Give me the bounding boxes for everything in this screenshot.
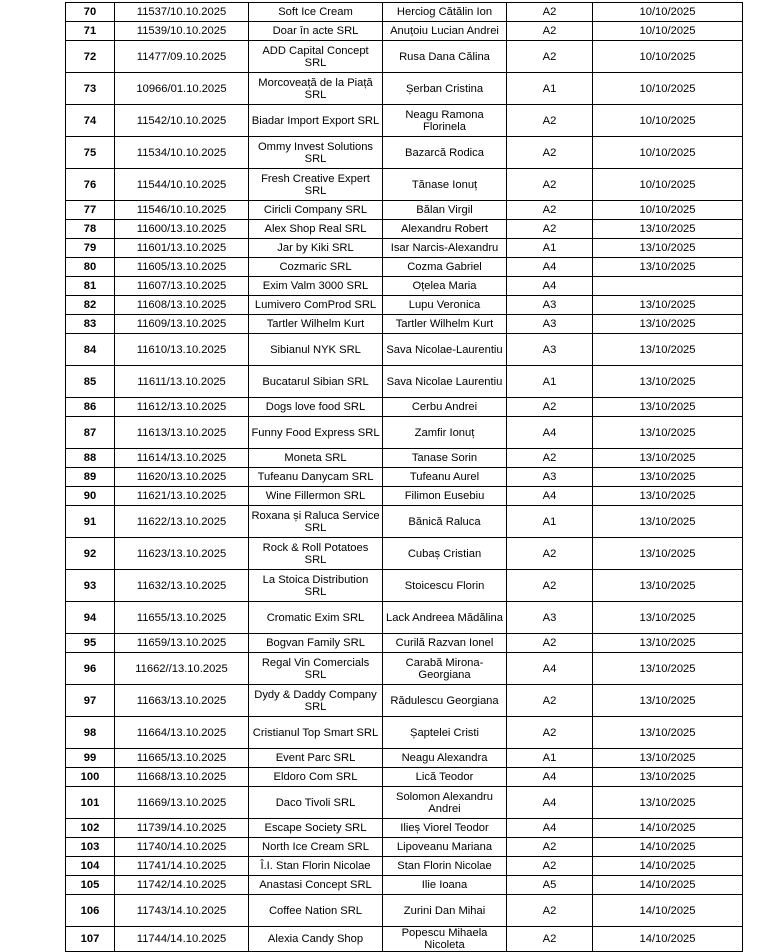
row-number-cell: 102 bbox=[66, 819, 115, 838]
company-name-cell: La Stoica Distribution SRL bbox=[249, 570, 383, 602]
representative-name-cell: Șaptelei Cristi bbox=[383, 717, 507, 749]
table-row bbox=[66, 538, 743, 570]
row-number-cell: 74 bbox=[66, 105, 115, 137]
table-row bbox=[66, 105, 743, 137]
row-number-cell: 106 bbox=[66, 895, 115, 927]
representative-name-cell: Isar Narcis-Alexandru bbox=[383, 239, 507, 258]
table-row bbox=[66, 768, 743, 787]
representative-name-cell: Bănică Raluca bbox=[383, 506, 507, 538]
company-name-cell: Coffee Nation SRL bbox=[249, 895, 383, 927]
table-row bbox=[66, 73, 743, 105]
category-cell: A1 bbox=[507, 239, 593, 258]
company-name-cell: Morcoveață de la Piață SRL bbox=[249, 73, 383, 105]
representative-name-cell: Cozma Gabriel bbox=[383, 258, 507, 277]
company-name-cell: Daco Tivoli SRL bbox=[249, 787, 383, 819]
date-cell: 13/10/2025 bbox=[593, 653, 743, 685]
row-number-cell: 79 bbox=[66, 239, 115, 258]
row-number-cell: 71 bbox=[66, 22, 115, 41]
table-row bbox=[66, 417, 743, 449]
representative-name-cell: Zamfir Ionuț bbox=[383, 417, 507, 449]
representative-name-cell: Herciog Cătălin Ion bbox=[383, 3, 507, 22]
representative-name-cell: Stoicescu Florin bbox=[383, 570, 507, 602]
registration-number-cell: 11744/14.10.2025 bbox=[115, 927, 249, 952]
category-cell: A4 bbox=[507, 487, 593, 506]
row-number-cell: 70 bbox=[66, 3, 115, 22]
row-number-cell: 101 bbox=[66, 787, 115, 819]
date-cell: 13/10/2025 bbox=[593, 315, 743, 334]
date-cell: 13/10/2025 bbox=[593, 258, 743, 277]
row-number-cell: 84 bbox=[66, 334, 115, 366]
category-cell: A2 bbox=[507, 41, 593, 73]
table-row bbox=[66, 22, 743, 41]
date-cell: 10/10/2025 bbox=[593, 105, 743, 137]
representative-name-cell: Neagu Alexandra bbox=[383, 749, 507, 768]
representative-name-cell: Cubaș Cristian bbox=[383, 538, 507, 570]
category-cell: A3 bbox=[507, 334, 593, 366]
table-row bbox=[66, 398, 743, 417]
table-row bbox=[66, 653, 743, 685]
date-cell: 13/10/2025 bbox=[593, 449, 743, 468]
table-row bbox=[66, 277, 743, 296]
company-name-cell: Cozmaric SRL bbox=[249, 258, 383, 277]
category-cell: A2 bbox=[507, 838, 593, 857]
representative-name-cell: Rădulescu Georgiana bbox=[383, 685, 507, 717]
category-cell: A2 bbox=[507, 895, 593, 927]
date-cell: 13/10/2025 bbox=[593, 538, 743, 570]
category-cell: A2 bbox=[507, 3, 593, 22]
table-row bbox=[66, 449, 743, 468]
row-number-cell: 107 bbox=[66, 927, 115, 952]
company-name-cell: Doar în acte SRL bbox=[249, 22, 383, 41]
category-cell: A4 bbox=[507, 258, 593, 277]
registration-number-cell: 11663/13.10.2025 bbox=[115, 685, 249, 717]
row-number-cell: 75 bbox=[66, 137, 115, 169]
date-cell: 13/10/2025 bbox=[593, 717, 743, 749]
company-name-cell: Roxana și Raluca Service SRL bbox=[249, 506, 383, 538]
table-row bbox=[66, 634, 743, 653]
company-name-cell: Sibianul NYK SRL bbox=[249, 334, 383, 366]
row-number-cell: 92 bbox=[66, 538, 115, 570]
company-name-cell: Regal Vin Comercials SRL bbox=[249, 653, 383, 685]
date-cell: 13/10/2025 bbox=[593, 487, 743, 506]
registration-number-cell: 11601/13.10.2025 bbox=[115, 239, 249, 258]
category-cell: A2 bbox=[507, 685, 593, 717]
table-row bbox=[66, 296, 743, 315]
date-cell: 13/10/2025 bbox=[593, 787, 743, 819]
category-cell: A3 bbox=[507, 602, 593, 634]
date-cell: 13/10/2025 bbox=[593, 220, 743, 239]
representative-name-cell: Curilă Razvan Ionel bbox=[383, 634, 507, 653]
row-number-cell: 105 bbox=[66, 876, 115, 895]
date-cell: 13/10/2025 bbox=[593, 239, 743, 258]
category-cell: A2 bbox=[507, 570, 593, 602]
date-cell: 13/10/2025 bbox=[593, 417, 743, 449]
category-cell: A2 bbox=[507, 538, 593, 570]
registration-number-cell: 10966/01.10.2025 bbox=[115, 73, 249, 105]
table-row bbox=[66, 3, 743, 22]
category-cell: A2 bbox=[507, 201, 593, 220]
registration-number-cell: 11669/13.10.2025 bbox=[115, 787, 249, 819]
table-row bbox=[66, 570, 743, 602]
row-number-cell: 76 bbox=[66, 169, 115, 201]
row-number-cell: 73 bbox=[66, 73, 115, 105]
table-row bbox=[66, 137, 743, 169]
registration-number-cell: 11664/13.10.2025 bbox=[115, 717, 249, 749]
row-number-cell: 82 bbox=[66, 296, 115, 315]
category-cell: A2 bbox=[507, 398, 593, 417]
date-cell: 14/10/2025 bbox=[593, 838, 743, 857]
category-cell: A3 bbox=[507, 296, 593, 315]
company-name-cell: Event Parc SRL bbox=[249, 749, 383, 768]
registration-number-cell: 11743/14.10.2025 bbox=[115, 895, 249, 927]
date-cell: 14/10/2025 bbox=[593, 895, 743, 927]
date-cell: 13/10/2025 bbox=[593, 749, 743, 768]
representative-name-cell: Carabă Mirona-Georgiana bbox=[383, 653, 507, 685]
registration-number-cell: 11608/13.10.2025 bbox=[115, 296, 249, 315]
category-cell: A2 bbox=[507, 857, 593, 876]
company-name-cell: Cromatic Exim SRL bbox=[249, 602, 383, 634]
category-cell: A2 bbox=[507, 105, 593, 137]
company-name-cell: Ciricli Company SRL bbox=[249, 201, 383, 220]
registration-number-cell: 11609/13.10.2025 bbox=[115, 315, 249, 334]
row-number-cell: 85 bbox=[66, 366, 115, 398]
registry-table-body bbox=[66, 3, 743, 952]
date-cell: 10/10/2025 bbox=[593, 41, 743, 73]
date-cell: 10/10/2025 bbox=[593, 3, 743, 22]
registration-number-cell: 11607/13.10.2025 bbox=[115, 277, 249, 296]
representative-name-cell: Bazarcă Rodica bbox=[383, 137, 507, 169]
table-row bbox=[66, 220, 743, 239]
table-row bbox=[66, 334, 743, 366]
registration-number-cell: 11668/13.10.2025 bbox=[115, 768, 249, 787]
registration-number-cell: 11659/13.10.2025 bbox=[115, 634, 249, 653]
registration-number-cell: 11655/13.10.2025 bbox=[115, 602, 249, 634]
date-cell: 14/10/2025 bbox=[593, 857, 743, 876]
row-number-cell: 72 bbox=[66, 41, 115, 73]
representative-name-cell: Popescu Mihaela Nicoleta bbox=[383, 927, 507, 952]
category-cell: A2 bbox=[507, 634, 593, 653]
representative-name-cell: Rusa Dana Călina bbox=[383, 41, 507, 73]
category-cell: A1 bbox=[507, 73, 593, 105]
company-name-cell: Lumivero ComProd SRL bbox=[249, 296, 383, 315]
row-number-cell: 86 bbox=[66, 398, 115, 417]
registration-number-cell: 11613/13.10.2025 bbox=[115, 417, 249, 449]
row-number-cell: 83 bbox=[66, 315, 115, 334]
category-cell: A2 bbox=[507, 220, 593, 239]
company-name-cell: North Ice Cream SRL bbox=[249, 838, 383, 857]
table-row bbox=[66, 876, 743, 895]
date-cell: 13/10/2025 bbox=[593, 334, 743, 366]
registration-number-cell: 11662//13.10.2025 bbox=[115, 653, 249, 685]
representative-name-cell: Lack Andreea Mădălina bbox=[383, 602, 507, 634]
table-row bbox=[66, 685, 743, 717]
date-cell bbox=[593, 277, 743, 296]
representative-name-cell: Zurini Dan Mihai bbox=[383, 895, 507, 927]
registration-number-cell: 11600/13.10.2025 bbox=[115, 220, 249, 239]
representative-name-cell: Neagu Ramona Florinela bbox=[383, 105, 507, 137]
table-row bbox=[66, 717, 743, 749]
table-row bbox=[66, 895, 743, 927]
registration-number-cell: 11534/10.10.2025 bbox=[115, 137, 249, 169]
representative-name-cell: Tanase Sorin bbox=[383, 449, 507, 468]
company-name-cell: Alex Shop Real SRL bbox=[249, 220, 383, 239]
registration-number-cell: 11542/10.10.2025 bbox=[115, 105, 249, 137]
table-row bbox=[66, 41, 743, 73]
category-cell: A1 bbox=[507, 366, 593, 398]
category-cell: A3 bbox=[507, 315, 593, 334]
table-row bbox=[66, 468, 743, 487]
date-cell: 13/10/2025 bbox=[593, 570, 743, 602]
table-row bbox=[66, 838, 743, 857]
category-cell: A4 bbox=[507, 277, 593, 296]
company-name-cell: Fresh Creative Expert SRL bbox=[249, 169, 383, 201]
representative-name-cell: Stan Florin Nicolae bbox=[383, 857, 507, 876]
category-cell: A2 bbox=[507, 449, 593, 468]
date-cell: 13/10/2025 bbox=[593, 398, 743, 417]
category-cell: A4 bbox=[507, 653, 593, 685]
representative-name-cell: Filimon Eusebiu bbox=[383, 487, 507, 506]
row-number-cell: 78 bbox=[66, 220, 115, 239]
row-number-cell: 87 bbox=[66, 417, 115, 449]
row-number-cell: 88 bbox=[66, 449, 115, 468]
company-name-cell: ADD Capital Concept SRL bbox=[249, 41, 383, 73]
table-row bbox=[66, 506, 743, 538]
date-cell: 13/10/2025 bbox=[593, 685, 743, 717]
company-name-cell: Wine Fillermon SRL bbox=[249, 487, 383, 506]
representative-name-cell: Alexandru Robert bbox=[383, 220, 507, 239]
row-number-cell: 90 bbox=[66, 487, 115, 506]
table-row bbox=[66, 169, 743, 201]
date-cell: 10/10/2025 bbox=[593, 137, 743, 169]
category-cell: A1 bbox=[507, 506, 593, 538]
table-row bbox=[66, 927, 743, 952]
representative-name-cell: Sava Nicolae-Laurentiu bbox=[383, 334, 507, 366]
category-cell: A3 bbox=[507, 468, 593, 487]
row-number-cell: 80 bbox=[66, 258, 115, 277]
company-name-cell: Anastasi Concept SRL bbox=[249, 876, 383, 895]
table-row bbox=[66, 602, 743, 634]
category-cell: A4 bbox=[507, 417, 593, 449]
category-cell: A4 bbox=[507, 787, 593, 819]
registration-number-cell: 11614/13.10.2025 bbox=[115, 449, 249, 468]
representative-name-cell: Anuțoiu Lucian Andrei bbox=[383, 22, 507, 41]
date-cell: 13/10/2025 bbox=[593, 634, 743, 653]
row-number-cell: 81 bbox=[66, 277, 115, 296]
row-number-cell: 96 bbox=[66, 653, 115, 685]
table-row bbox=[66, 487, 743, 506]
representative-name-cell: Tufeanu Aurel bbox=[383, 468, 507, 487]
table-row bbox=[66, 258, 743, 277]
category-cell: A1 bbox=[507, 749, 593, 768]
company-name-cell: Eldoro Com SRL bbox=[249, 768, 383, 787]
category-cell: A5 bbox=[507, 876, 593, 895]
table-row bbox=[66, 819, 743, 838]
representative-name-cell: Tănase Ionuț bbox=[383, 169, 507, 201]
company-name-cell: Soft Ice Cream bbox=[249, 3, 383, 22]
row-number-cell: 95 bbox=[66, 634, 115, 653]
date-cell: 13/10/2025 bbox=[593, 366, 743, 398]
category-cell: A2 bbox=[507, 22, 593, 41]
row-number-cell: 100 bbox=[66, 768, 115, 787]
category-cell: A2 bbox=[507, 137, 593, 169]
registration-number-cell: 11544/10.10.2025 bbox=[115, 169, 249, 201]
date-cell: 14/10/2025 bbox=[593, 876, 743, 895]
company-name-cell: Moneta SRL bbox=[249, 449, 383, 468]
row-number-cell: 94 bbox=[66, 602, 115, 634]
row-number-cell: 103 bbox=[66, 838, 115, 857]
registration-number-cell: 11741/14.10.2025 bbox=[115, 857, 249, 876]
category-cell: A4 bbox=[507, 819, 593, 838]
date-cell: 10/10/2025 bbox=[593, 73, 743, 105]
company-name-cell: Bucatarul Sibian SRL bbox=[249, 366, 383, 398]
registration-number-cell: 11620/13.10.2025 bbox=[115, 468, 249, 487]
company-name-cell: Rock & Roll Potatoes SRL bbox=[249, 538, 383, 570]
registration-number-cell: 11546/10.10.2025 bbox=[115, 201, 249, 220]
company-name-cell: Dogs love food SRL bbox=[249, 398, 383, 417]
company-name-cell: Biadar Import Export SRL bbox=[249, 105, 383, 137]
company-name-cell: Funny Food Express SRL bbox=[249, 417, 383, 449]
row-number-cell: 89 bbox=[66, 468, 115, 487]
row-number-cell: 104 bbox=[66, 857, 115, 876]
registration-number-cell: 11539/10.10.2025 bbox=[115, 22, 249, 41]
company-name-cell: Exim Valm 3000 SRL bbox=[249, 277, 383, 296]
table-row bbox=[66, 315, 743, 334]
registration-number-cell: 11632/13.10.2025 bbox=[115, 570, 249, 602]
company-name-cell: Bogvan Family SRL bbox=[249, 634, 383, 653]
date-cell: 14/10/2025 bbox=[593, 819, 743, 838]
date-cell: 14/10/2025 bbox=[593, 927, 743, 952]
category-cell: A2 bbox=[507, 717, 593, 749]
table-row bbox=[66, 857, 743, 876]
registration-number-cell: 11612/13.10.2025 bbox=[115, 398, 249, 417]
registration-number-cell: 11610/13.10.2025 bbox=[115, 334, 249, 366]
company-name-cell: Escape Society SRL bbox=[249, 819, 383, 838]
company-name-cell: Alexia Candy Shop bbox=[249, 927, 383, 952]
table-row bbox=[66, 366, 743, 398]
registry-table bbox=[65, 2, 743, 952]
registration-number-cell: 11740/14.10.2025 bbox=[115, 838, 249, 857]
date-cell: 13/10/2025 bbox=[593, 506, 743, 538]
registration-number-cell: 11742/14.10.2025 bbox=[115, 876, 249, 895]
company-name-cell: Tufeanu Danycam SRL bbox=[249, 468, 383, 487]
representative-name-cell: Sava Nicolae Laurentiu bbox=[383, 366, 507, 398]
representative-name-cell: Oțelea Maria bbox=[383, 277, 507, 296]
registration-number-cell: 11739/14.10.2025 bbox=[115, 819, 249, 838]
date-cell: 10/10/2025 bbox=[593, 201, 743, 220]
representative-name-cell: Lică Teodor bbox=[383, 768, 507, 787]
representative-name-cell: Tartler Wilhelm Kurt bbox=[383, 315, 507, 334]
date-cell: 13/10/2025 bbox=[593, 768, 743, 787]
registration-number-cell: 11537/10.10.2025 bbox=[115, 3, 249, 22]
registration-number-cell: 11621/13.10.2025 bbox=[115, 487, 249, 506]
row-number-cell: 99 bbox=[66, 749, 115, 768]
company-name-cell: Cristianul Top Smart SRL bbox=[249, 717, 383, 749]
row-number-cell: 91 bbox=[66, 506, 115, 538]
date-cell: 10/10/2025 bbox=[593, 169, 743, 201]
representative-name-cell: Lupu Veronica bbox=[383, 296, 507, 315]
representative-name-cell: Ilieș Viorel Teodor bbox=[383, 819, 507, 838]
representative-name-cell: Bălan Virgil bbox=[383, 201, 507, 220]
registration-number-cell: 11622/13.10.2025 bbox=[115, 506, 249, 538]
table-row bbox=[66, 749, 743, 768]
company-name-cell: Tartler Wilhelm Kurt bbox=[249, 315, 383, 334]
company-name-cell: Ommy Invest Solutions SRL bbox=[249, 137, 383, 169]
date-cell: 13/10/2025 bbox=[593, 602, 743, 634]
table-row bbox=[66, 787, 743, 819]
row-number-cell: 98 bbox=[66, 717, 115, 749]
category-cell: A2 bbox=[507, 927, 593, 952]
company-name-cell: Dydy & Daddy Company SRL bbox=[249, 685, 383, 717]
category-cell: A4 bbox=[507, 768, 593, 787]
company-name-cell: Î.I. Stan Florin Nicolae bbox=[249, 857, 383, 876]
representative-name-cell: Șerban Cristina bbox=[383, 73, 507, 105]
registration-number-cell: 11477/09.10.2025 bbox=[115, 41, 249, 73]
row-number-cell: 93 bbox=[66, 570, 115, 602]
row-number-cell: 77 bbox=[66, 201, 115, 220]
registration-number-cell: 11665/13.10.2025 bbox=[115, 749, 249, 768]
representative-name-cell: Ilie Ioana bbox=[383, 876, 507, 895]
registration-number-cell: 11611/13.10.2025 bbox=[115, 366, 249, 398]
category-cell: A2 bbox=[507, 169, 593, 201]
registration-number-cell: 11605/13.10.2025 bbox=[115, 258, 249, 277]
table-row bbox=[66, 239, 743, 258]
row-number-cell: 97 bbox=[66, 685, 115, 717]
date-cell: 13/10/2025 bbox=[593, 296, 743, 315]
date-cell: 13/10/2025 bbox=[593, 468, 743, 487]
table-row bbox=[66, 201, 743, 220]
representative-name-cell: Lipoveanu Mariana bbox=[383, 838, 507, 857]
company-name-cell: Jar by Kiki SRL bbox=[249, 239, 383, 258]
registration-number-cell: 11623/13.10.2025 bbox=[115, 538, 249, 570]
date-cell: 10/10/2025 bbox=[593, 22, 743, 41]
representative-name-cell: Solomon Alexandru Andrei bbox=[383, 787, 507, 819]
representative-name-cell: Cerbu Andrei bbox=[383, 398, 507, 417]
